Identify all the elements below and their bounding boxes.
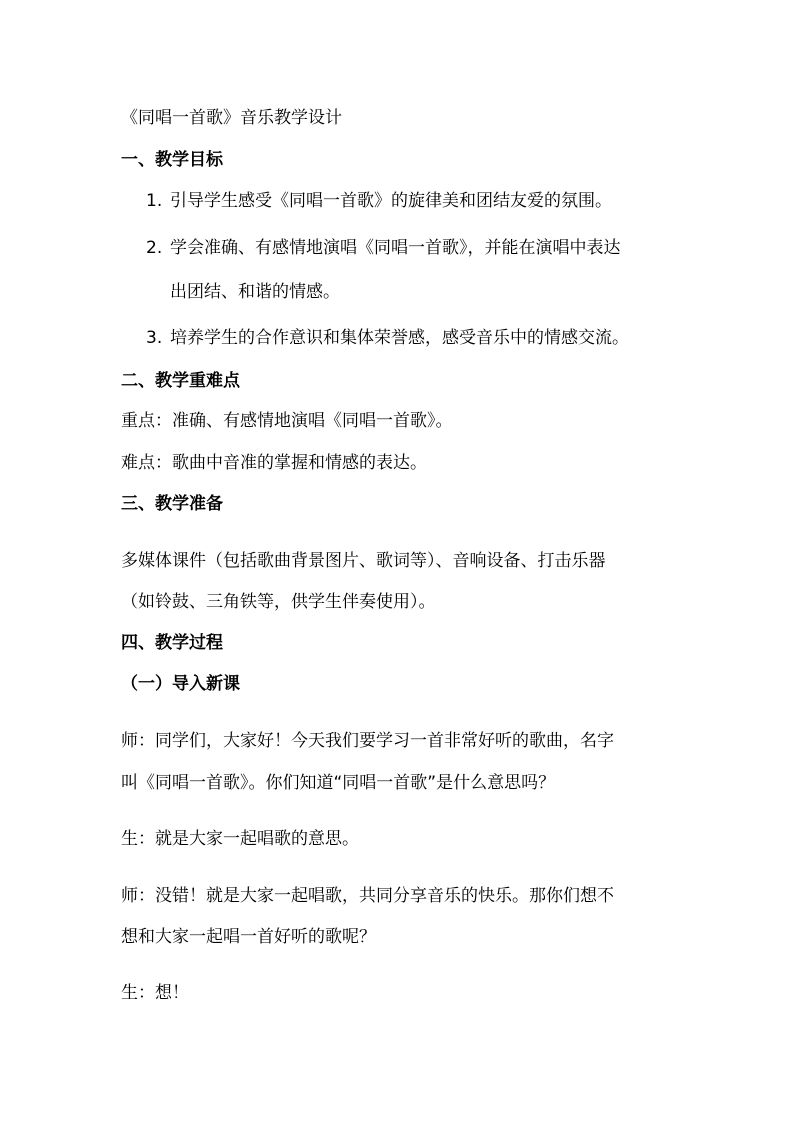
list-number: 1. [146, 191, 163, 211]
objective-item-2-continuation: 出团结、和谐的情感。 [170, 282, 340, 302]
teacher-line-2a: 师：没错！就是大家一起唱歌，共同分享音乐的快乐。那你们想不 [121, 886, 614, 906]
teacher-line-1b: 叫《同唱一首歌》。你们知道“同唱一首歌”是什么意思吗？ [121, 773, 556, 793]
section-heading-key-points: 二、教学重难点 [121, 371, 240, 391]
objective-text: 引导学生感受《同唱一首歌》的旋律美和团结友爱的氛围。 [170, 191, 612, 211]
objective-item-2 [146, 236, 621, 260]
student-line-2: 生：想！ [121, 983, 189, 1003]
list-number: 2. [146, 238, 163, 258]
section-heading-process: 四、教学过程 [121, 633, 223, 653]
section-heading-preparation: 三、教学准备 [121, 494, 223, 514]
student-line-1: 生：就是大家一起唱歌的意思。 [121, 829, 359, 849]
key-point-focus: 重点：准确、有感情地演唱《同唱一首歌》。 [121, 411, 453, 431]
section-heading-objectives: 一、教学目标 [121, 150, 223, 170]
preparation-line-1: 多媒体课件（包括歌曲背景图片、歌词等）、音响设备、打击乐器 [121, 551, 606, 571]
objective-item-3 [146, 326, 629, 350]
list-number: 3. [146, 328, 163, 348]
objective-item-1 [146, 189, 612, 213]
teacher-line-2b: 想和大家一起唱一首好听的歌呢？ [121, 927, 376, 947]
objective-text: 培养学生的合作意识和集体荣誉感，感受音乐中的情感交流。 [170, 328, 629, 348]
objective-text: 学会准确、有感情地演唱《同唱一首歌》，并能在演唱中表达 [170, 238, 621, 258]
teacher-line-1a: 师：同学们，大家好！今天我们要学习一首非常好听的歌曲，名字 [121, 731, 614, 751]
document-title: 《同唱一首歌》音乐教学设计 [121, 108, 342, 128]
key-point-difficulty: 难点：歌曲中音准的掌握和情感的表达。 [121, 453, 427, 473]
subsection-heading-intro: （一）导入新课 [121, 674, 240, 694]
preparation-line-2: （如铃鼓、三角铁等，供学生伴奏使用）。 [121, 592, 436, 612]
